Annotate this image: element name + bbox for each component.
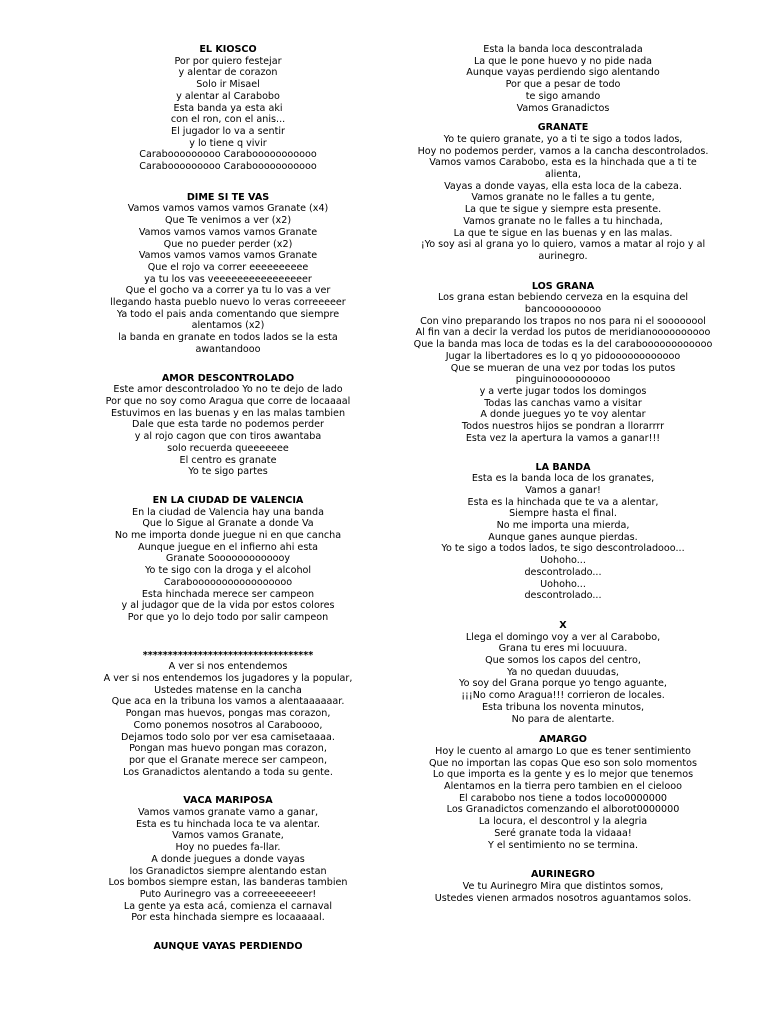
lyric-line: El carabobo nos tiene a todos loco0000000 [458,792,668,804]
song-title: X [559,619,567,631]
lyric-line: Que el rojo va correr eeeeeeeeee [147,261,309,273]
lyric-line: Aunque vayas perdiendo sigo alentando [466,67,660,79]
lyric-line: Vamos granate no le falles a tu hinchada, [463,215,663,227]
song-title: AMARGO [539,734,587,746]
lyric-line: y alentar al Carabobo [176,90,280,102]
song-block-granate [398,122,728,262]
lyric-line: descontrolado... [524,566,602,578]
lyric-line: solo recuerda queeeeeee [167,442,289,454]
song-block-la-banda [398,462,728,602]
lyric-line: Carabooooooooooooooooo [163,576,293,588]
lyric-line: Ya todo el pais anda comentando que siempre [116,308,340,320]
lyric-line: aurinegro. [538,250,588,262]
song-title: LOS GRANA [531,280,595,292]
lyric-line: Seré granate toda la vidaaa! [494,827,632,839]
lyric-line: Por esta hinchada siempre es locaaaaal. [131,912,325,924]
lyric-line: Esta es la hinchada que te va a alentar, [467,496,659,508]
lyric-line: La que te sigue y siempre esta presente. [464,204,662,216]
lyric-line: Esta es la banda loca de los granates, [471,473,655,485]
song-block-x [398,620,728,725]
lyric-line: Vamos vamos granate vamo a ganar, [137,807,319,819]
right-column [398,44,728,904]
lyric-line: y a verte jugar todos los domingos [479,385,647,397]
lyric-line: Ya no quedan duuudas, [507,666,619,678]
song-title: EL KIOSCO [199,44,257,55]
song-block-untitled [398,44,728,114]
lyric-line: Que se mueran de una vez por todas los putos [450,362,676,374]
lyric-line: pinguinoooooooooo [515,374,611,386]
lyric-line: Esta la banda loca descontralada [483,44,643,55]
lyric-line: Grana tu eres mi locuuura. [498,643,628,655]
lyric-line: Vamos granate no le falles a tu gente, [471,192,655,204]
lyric-line: ya tu los vas veeeeeeeeeeeeeeeer [144,273,312,285]
song-block-amor-descontrolado [86,373,370,478]
lyric-line: y al judagor que de la vida por estos colores [121,600,335,612]
lyric-line: Aunque juegue en el infierno ahi esta [138,541,318,553]
lyric-line: A donde juegues a donde vayas [151,853,305,865]
song-title: AMOR DESCONTROLADO [161,372,295,384]
lyric-line: Vamos vamos vamos vamos Granate (x4) [127,203,329,215]
song-block-dime-si-te-vas [86,192,370,356]
lyric-line: descontrolado... [524,590,602,602]
lyric-line: Vamos a ganar! [525,484,601,496]
lyric-line: Uohoho... [540,555,586,567]
lyric-line: Los Granadictos alentando a toda su gente. [123,766,333,778]
lyric-line: Con vino preparando los trapos no nos para ni el soooooool [420,315,706,327]
song-block-aurinegro [398,869,728,904]
lyric-line: Como ponemos nosotros al Caraboooo, [133,719,323,731]
lyric-line: No me importa donde juegue ni en que cancha [114,530,342,542]
song-title: ********************************** [142,649,314,661]
lyric-line: Hoy no puedes fa-llar. [175,842,281,854]
song-title: AUNQUE VAYAS PERDIENDO [153,941,303,953]
song-title: DIME SI TE VAS [186,191,270,203]
lyric-line: y lo tiene q vivir [189,137,267,149]
lyric-line: Los bombos siempre estan, las banderas tambien [108,877,348,889]
song-block-vaca-mariposa [86,795,370,924]
lyric-line: Por que yo lo dejo todo por salir campeon [127,611,329,623]
lyric-line: Hoy no podemos perder, vamos a la cancha descontrolados. [417,145,709,157]
lyric-line: Pongan mas huevo pongan mas corazon, [129,743,327,755]
lyric-line: Este amor descontroladoo Yo no te dejo de lado [113,384,343,396]
lyric-line: te sigo amando [525,90,601,102]
lyric-line: Vamos vamos Carabobo, esta es la hinchada que a ti te [429,157,697,169]
lyric-line: Al fin van a decir la verdad los putos de meridianoooooooooo [415,327,711,339]
lyric-line: Lo que importa es la gente y es lo mejor que tenemos [432,769,694,781]
lyric-line: A ver si nos entendemos [168,661,288,673]
lyric-line: Que lo Sigue al Granate a donde Va [142,518,314,530]
lyric-line: Por que a pesar de todo [505,79,621,91]
lyric-line: Que el gocho va a correr ya tu lo vas a ver [125,285,331,297]
lyric-line: con el ron, con el anis... [170,114,286,126]
lyric-line: los Granadictos siempre alentando estan [129,865,327,877]
song-block-en-la-ciudad-de-valencia [86,495,370,624]
lyric-line: por que el Granate merece ser campeon, [128,754,328,766]
lyric-line: Pongan mas huevos, pongas mas corazon, [125,708,331,720]
lyric-line: Puto Aurinegro vas a correeeeeeeer! [139,889,317,900]
lyric-line: Todos nuestros hijos se pondran a llorarrrr [461,421,665,433]
left-column [86,44,370,953]
lyric-line: Siempre hasta el final. [509,508,617,520]
lyric-line: La que le pone huevo y no pide nada [473,55,653,67]
lyric-line: y alentar de corazon [178,67,278,79]
lyric-line: y al rojo cagon que con tiros awantaba [134,431,322,443]
lyric-line: No me importa una mierda, [496,520,630,532]
lyric-line: Ve tu Aurinegro Mira que distintos somos, [462,881,664,892]
lyric-line: Esta tribuna los noventa minutos, [481,701,645,713]
lyric-line: Yo te sigo a todos lados, te sigo descontroladooo... [441,543,685,555]
song-title: EN LA CIUDAD DE VALENCIA [152,494,304,506]
lyric-line: alienta, [545,169,581,181]
lyric-line: Que aca en la tribuna los vamos a alentaaaaaar. [111,696,345,708]
lyric-line: Vamos vamos Granate, [172,830,284,842]
song-title: VACA MARIPOSA [183,795,273,807]
lyric-line: La que te sigue en las buenas y en las malas. [453,227,673,239]
lyric-line: Esta hinchada merece ser campeon [141,588,315,600]
lyric-line: Ustedes matense en la cancha [154,684,302,696]
lyric-line: Carabooooooooo Carabooooooooooo [139,149,317,161]
song-title: LA BANDA [535,461,591,473]
lyric-line: Estuvimos en las buenas y en las malas tambien [110,407,346,419]
lyric-line: Yo soy del Grana porque yo tengo aguante, [458,678,667,690]
lyric-line: Vamos Granadictos [516,102,610,114]
lyric-line: Dale que esta tarde no podemos perder [132,419,324,431]
lyric-line: Que la banda mas loca de todas es la del caraboooooooooooo [413,339,713,351]
lyric-line: El centro es granate [179,454,277,466]
lyric-line: Uohoho... [540,578,586,590]
lyric-line: En la ciudad de Valencia hay una banda [132,506,324,518]
lyric-line: Hoy le cuento al amargo Lo que es tener sentimiento [435,745,691,757]
lyric-line: Que no importan las copas Que eso son solo momentos [428,757,698,769]
lyric-line: Aunque ganes aunque pierdas. [488,531,638,543]
lyric-line: Jugar la libertadores es lo q yo pidoooooooooooo [445,350,681,362]
lyric-line: Esta vez la apertura la vamos a ganar!!! [465,432,661,444]
lyric-line: Esta es tu hinchada loca te va alentar. [135,818,320,830]
lyric-line: alentamos (x2) [191,320,265,332]
lyric-line: Todas las canchas vamo a visitar [484,397,642,409]
lyric-line: Por por quiero festejar [174,55,282,67]
lyric-line: Que no pueder perder (x2) [163,238,293,250]
lyric-line: la banda en granate en todos lados se la esta [118,332,338,344]
lyric-line: Vamos vamos vamos vamos Granate [138,226,318,238]
lyric-line: Carabooooooooo Carabooooooooooo [139,161,317,173]
lyric-line: Yo te quiero granate, yo a ti te sigo a todos lados, [443,133,683,145]
lyric-line: Por que no soy como Aragua que corre de locaaaal [105,395,351,407]
lyric-line: awantandooo [195,343,261,355]
song-title: GRANATE [537,122,589,134]
lyric-line: Solo ir Misael [196,79,260,91]
lyric-line: La locura, el descontrol y la alegria [478,816,648,828]
lyric-line: A ver si nos entendemos los jugadores y la popular, [103,673,353,685]
lyric-line: Esta banda ya esta aki [173,102,283,114]
song-block-amargo [398,734,728,851]
lyric-line: Que Te venimos a ver (x2) [164,215,292,227]
song-title: AURINEGRO [531,869,595,881]
lyric-line: No para de alentarte. [511,713,615,725]
lyric-line: Granate Sooooooooooooy [165,553,291,565]
lyric-line: bancooooooooo [524,304,602,316]
lyric-line: Yo te sigo partes [188,466,268,478]
lyric-line: llegando hasta pueblo nuevo lo veras correeeeer [110,297,346,309]
lyric-line: Los grana estan bebiendo cerveza en la esquina del [437,292,689,304]
lyric-line: ¡¡¡No como Aragua!!! corrieron de locales. [461,690,665,702]
lyric-line: A donde juegues yo te voy alentar [480,409,646,421]
lyric-line: Llega el domingo voy a ver al Carabobo, [465,631,661,643]
lyric-line: El jugador lo va a sentir [171,125,285,137]
lyric-line: Ustedes vienen armados nosotros aguantamos solos. [434,892,692,904]
lyric-line: La gente ya esta acá, comienza el carnaval [123,900,333,912]
lyric-line: Dejamos todo solo por ver esa camisetaaaa. [121,731,335,743]
song-block-aunque-vayas-perdiendo [86,941,370,953]
lyric-line: Yo te sigo con la droga y el alcohol [144,565,312,577]
song-block-separator [86,650,370,779]
lyric-line: Los Granadictos comenzando el alborot0000000 [446,804,680,816]
song-block-el-kiosco [86,44,370,173]
lyric-line: ¡Yo soy asi al grana yo lo quiero, vamos a matar al rojo y al [420,239,706,251]
song-block-los-grana [398,281,728,445]
lyric-line: Vamos vamos vamos vamos Granate [138,250,318,262]
lyric-line: Que somos los capos del centro, [485,655,641,667]
lyric-line: Vayas a donde vayas, ella esta loca de la cabeza. [444,180,682,192]
lyric-line: Alentamos en la tierra pero tambien en el cielooo [444,781,682,793]
lyric-line: Y el sentimiento no se termina. [487,839,639,851]
